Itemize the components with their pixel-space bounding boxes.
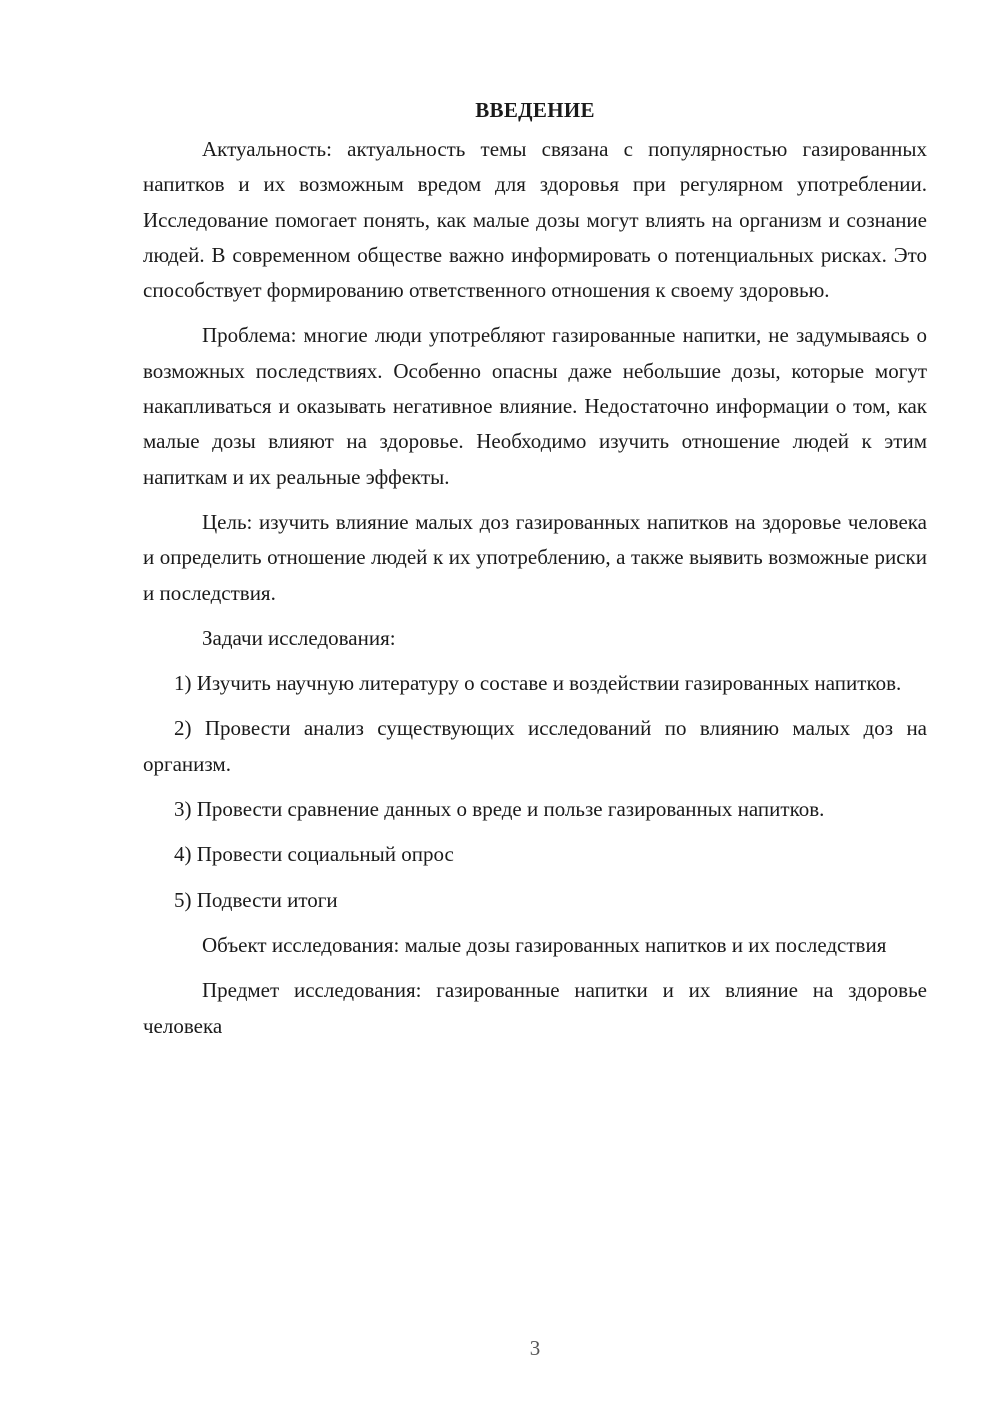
relevance-paragraph: Актуальность: актуальность темы связана с популярностью газированных напитков и их возможным вредом для здоровья при регулярном употреблении. Исследование помогает понять, как малые дозы могут влиять на организм и сознание людей. В современном обществе важно информировать о потенциальных рисках. Это способствует формированию ответственного отношения к своему здоровью.: [143, 137, 927, 303]
document-page: [143, 96, 927, 1054]
tasks-intro: Задачи исследования:: [202, 625, 396, 650]
problem-paragraph: Проблема: многие люди употребляют газированные напитки, не задумываясь о возможных последствиях. Особенно опасны даже небольшие дозы, которые могут накапливаться и оказывать негативное влияние. Недостаточно информации о том, как малые дозы влияют на здоровье. Необходимо изучить отношение людей к этим напиткам и их реальные эффекты.: [143, 323, 927, 489]
section-heading: ВВЕДЕНИЕ: [475, 98, 595, 122]
subject-paragraph: Предмет исследования: газированные напитки и их влияние на здоровье человека: [143, 978, 927, 1038]
task-item-1: 1) Изучить научную литературу о составе и воздействии газированных напитков.: [174, 671, 902, 696]
page-number: 3: [529, 1336, 541, 1360]
object-paragraph: Объект исследования: малые дозы газированных напитков и их последствия: [202, 932, 887, 957]
task-item-5: 5) Подвести итоги: [174, 887, 338, 912]
task-item-3: 3) Провести сравнение данных о вреде и пользе газированных напитков.: [174, 797, 825, 822]
goal-paragraph: Цель: изучить влияние малых доз газированных напитков на здоровье человека и определить отношение людей к их употреблению, а также выявить возможные риски и последствия.: [143, 509, 927, 605]
task-item-4: 4) Провести социальный опрос: [174, 842, 454, 867]
task-item-2: 2) Провести анализ существующих исследований по влиянию малых доз на организм.: [143, 716, 927, 776]
